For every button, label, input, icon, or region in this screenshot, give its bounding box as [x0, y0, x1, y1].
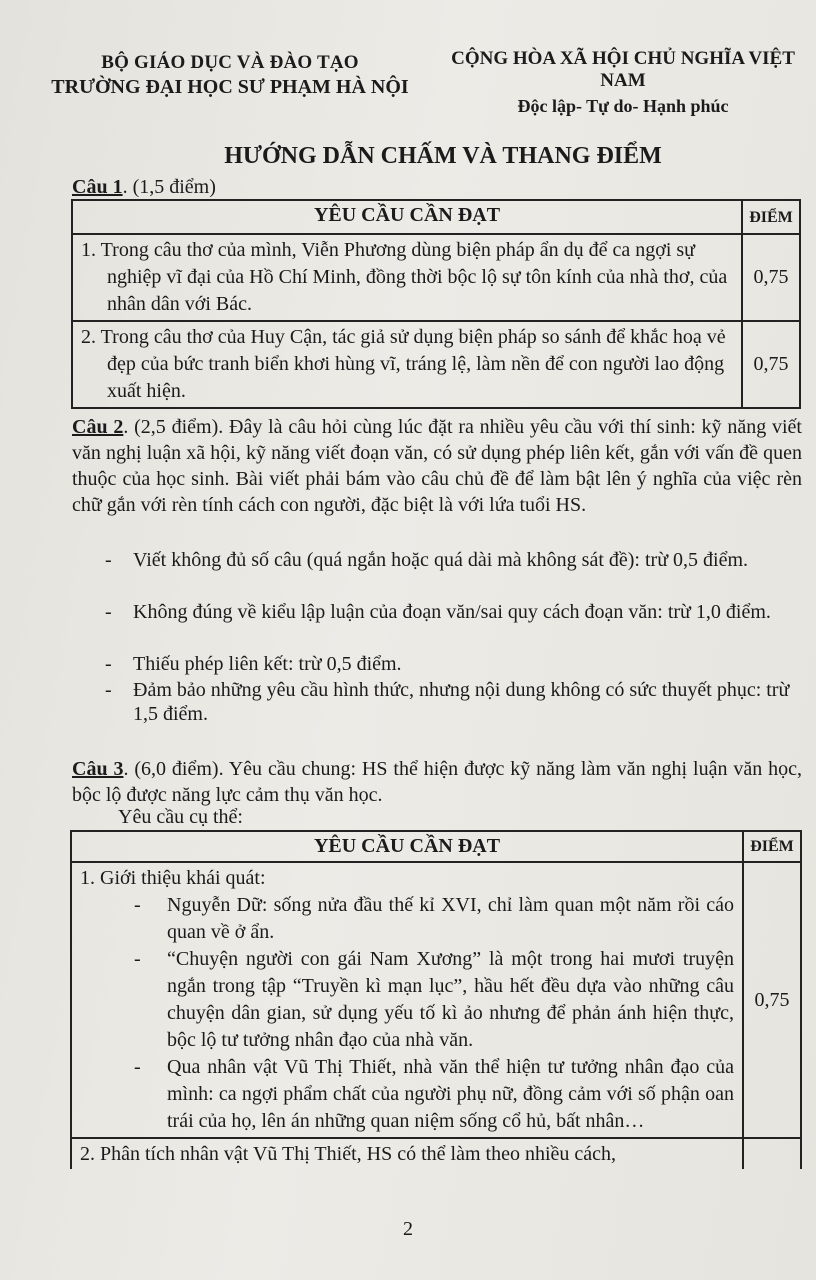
q3-row-1-item-1: Nguyễn Dữ: sống nửa đầu thế kỉ XVI, chỉ làm quan một năm rồi cáo quan về ở ẩn. — [167, 894, 734, 943]
q3-row-2-text: 2. Phân tích nhân vật Vũ Thị Thiết, HS có thể làm theo nhiều cách, — [71, 1138, 743, 1169]
dash-bullet-icon: - — [134, 894, 141, 916]
q3-row-1-score: 0,75 — [743, 862, 801, 1138]
q3-specific-label: Yêu cầu cụ thể: — [118, 806, 243, 828]
list-item — [72, 1054, 742, 1135]
dash-bullet-icon: - — [105, 549, 112, 571]
q2-bullet-3: Thiếu phép liên kết: trừ 0,5 điểm. — [133, 653, 402, 675]
table-row — [72, 234, 800, 321]
q2-bullet-4: Đảm bảo những yêu cầu hình thức, nhưng nội dung không có sức thuyết phục: trừ 1,5 điểm. — [133, 679, 790, 725]
dash-bullet-icon: - — [134, 948, 141, 970]
q1-label: Câu 1 — [72, 176, 123, 198]
country-name: CỘNG HÒA XÃ HỘI CHỦ NGHĨA VIỆT NAM — [451, 48, 795, 91]
dash-bullet-icon: - — [105, 601, 112, 623]
q3-intro-paragraph — [72, 756, 802, 808]
list-item — [72, 892, 742, 946]
list-item — [72, 946, 742, 1054]
university-name: TRƯỜNG ĐẠI HỌC SƯ PHẠM HÀ NỘI — [51, 76, 409, 98]
q1-row-2-text: 2. Trong câu thơ của Huy Cận, tác giả sử dụng biện pháp so sánh để khắc hoạ vẻ đẹp của bức tranh biển khơi hùng vĩ, tráng lệ, làm nền để con người lao động xuất hiện. — [72, 321, 742, 408]
ministry-name: BỘ GIÁO DỤC VÀ ĐÀO TẠO — [101, 52, 359, 73]
list-item — [105, 678, 805, 728]
q3-col-score: ĐIỂM — [743, 831, 801, 862]
header-left — [40, 52, 420, 99]
list-item — [105, 548, 805, 598]
national-motto: Độc lập- Tự do- Hạnh phúc — [517, 96, 729, 116]
document-title: HƯỚNG DẪN CHẤM VÀ THANG ĐIỂM — [224, 143, 662, 169]
q3-row-1-title: 1. Giới thiệu khái quát: — [80, 867, 266, 889]
q3-row-1 — [71, 862, 743, 1138]
table-row — [71, 862, 801, 1138]
q1-col-requirement: YÊU CẦU CẦN ĐẠT — [72, 200, 742, 234]
q1-heading — [72, 176, 216, 199]
q1-points: . (1,5 điểm) — [122, 176, 216, 198]
q2-intro: . (2,5 điểm). Đây là câu hỏi cùng lúc đặt ra nhiều yêu cầu với thí sinh: kỹ năng viết văn nghị luận xã hội, kỹ năng viết đoạn văn, có sử dụng phép liên kết, gắn với vấn đề quen thuộc của học sinh. Bài viết phải bám vào câu chủ đề để làm bật lên ý nghĩa của việc rèn chữ gắn với rèn tính cách con người, đặc biệt là với lứa tuổi HS. — [72, 416, 802, 516]
q2-intro-paragraph — [72, 414, 802, 518]
q3-row-1-item-3: Qua nhân vật Vũ Thị Thiết, nhà văn thể hiện tư tưởng nhân đạo của mình: ca ngợi phẩm chất của người phụ nữ, đồng cảm với số phận oan trái của họ, lên án những quan niệm sống cổ hủ, bất nhân… — [167, 1056, 734, 1132]
q1-row-2-score: 0,75 — [742, 321, 800, 408]
page-number: 2 — [403, 1218, 413, 1240]
q1-col-score: ĐIỂM — [742, 200, 800, 234]
table-row — [71, 1138, 801, 1169]
dash-bullet-icon: - — [105, 653, 112, 675]
list-item — [105, 652, 805, 678]
q1-table — [71, 199, 801, 409]
table-row — [72, 321, 800, 408]
q3-table — [70, 830, 802, 1169]
q1-row-1-score: 0,75 — [742, 234, 800, 321]
header-right — [430, 48, 816, 117]
q3-intro: . (6,0 điểm). Yêu cầu chung: HS thể hiện được kỹ năng làm văn nghị luận văn học, bộc lộ được năng lực cảm thụ văn học. — [72, 758, 802, 806]
list-item — [105, 600, 805, 650]
q2-bullet-2: Không đúng về kiểu lập luận của đoạn văn/sai quy cách đoạn văn: trừ 1,0 điểm. — [133, 601, 771, 623]
q3-row-2-score — [743, 1138, 801, 1169]
q2-label: Câu 2 — [72, 416, 124, 438]
q3-row-1-item-2: “Chuyện người con gái Nam Xương” là một trong hai mươi truyện ngắn trong tập “Truyền kì mạn lục”, hầu hết đều dựa vào những câu chuyện dân gian, sử dụng yếu tố kì ảo nhưng để phản ánh hiện thực, bộc lộ tư tưởng nhân đạo của nhà văn. — [167, 948, 734, 1051]
dash-bullet-icon: - — [134, 1056, 141, 1078]
q1-row-1-text: 1. Trong câu thơ của mình, Viễn Phương dùng biện pháp ẩn dụ để ca ngợi sự nghiệp vĩ đại của Hồ Chí Minh, đồng thời bộc lộ sự tôn kính của nhà thơ, của nhân dân với Bác. — [72, 234, 742, 321]
q2-bullet-1: Viết không đủ số câu (quá ngắn hoặc quá dài mà không sát đề): trừ 0,5 điểm. — [133, 549, 749, 571]
dash-bullet-icon: - — [105, 679, 112, 701]
q3-col-requirement: YÊU CẦU CẦN ĐẠT — [71, 831, 743, 862]
q3-label: Câu 3 — [72, 758, 124, 780]
